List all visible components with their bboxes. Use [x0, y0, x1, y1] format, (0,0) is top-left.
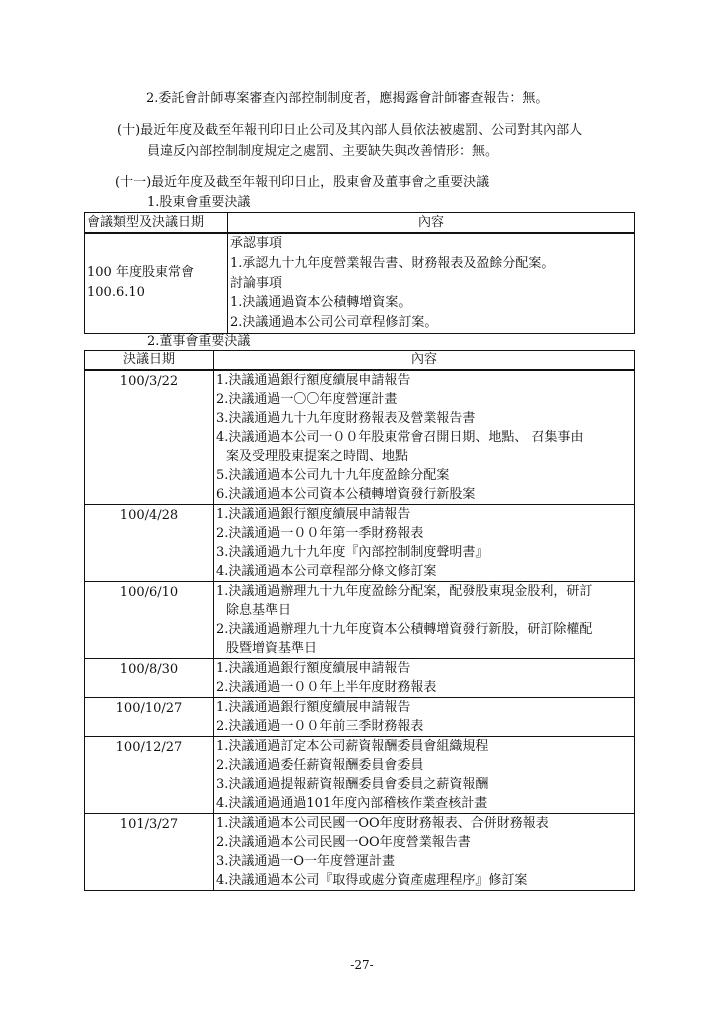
shareholders-meeting-heading: 1.股東會重要決議: [147, 195, 251, 210]
resolution-item: [216, 775, 634, 794]
resolution-line: 2.決議通過本公司民國一OO年度營業報告書: [216, 835, 471, 850]
resolution-item: [216, 678, 634, 697]
resolution-line: 除息基準日: [226, 603, 292, 618]
table-row: [85, 659, 635, 698]
resolution-item: [216, 371, 634, 390]
resolution-content-cell: [214, 370, 635, 505]
resolution-item: [216, 428, 634, 466]
resolution-item: [216, 794, 634, 813]
table-row: [85, 582, 635, 659]
table-row: [85, 737, 635, 814]
resolution-line: 1.決議通過銀行額度續展申請報告: [216, 661, 411, 676]
meeting-date: 100.6.10: [87, 285, 145, 301]
resolution-date-cell: 100/4/28: [85, 505, 214, 582]
resolution-item: [216, 505, 634, 524]
resolution-line: 1.決議通過本公司民國一OO年度財務報表、合併財務報表: [216, 816, 549, 831]
resolution-content-cell: [214, 505, 635, 582]
resolution-line: 2.決議通過辦理九十九年度資本公積轉增資發行新股，研訂除權配: [216, 622, 593, 637]
resolution-line: 股暨增資基準日: [226, 641, 318, 656]
resolution-line: 2.決議通過一００年上半年度財務報表: [216, 680, 437, 695]
table-row: [85, 814, 635, 891]
resolution-date-cell: 101/3/27: [85, 814, 214, 891]
shareholders-resolutions-table: [84, 212, 635, 334]
resolution-item: [216, 814, 634, 833]
resolution-content-cell: [214, 698, 635, 737]
resolution-item: [216, 466, 634, 485]
table-row: [85, 370, 635, 505]
resolution-item: [216, 390, 634, 409]
resolution-line: 2.決議通過一００年前三季財務報表: [216, 719, 424, 734]
resolution-item: [216, 871, 634, 890]
resolution-line: 討論事項: [230, 275, 283, 291]
resolution-line: 2.決議通過一００年第一季財務報表: [216, 526, 424, 541]
resolution-date-cell: 100/3/22: [85, 370, 214, 505]
meeting-date-cell: [85, 233, 228, 333]
resolution-content-cell: [228, 233, 635, 333]
resolution-line: 3.決議通過九十九年度財務報表及營業報告書: [216, 411, 476, 426]
resolution-content-cell: [214, 659, 635, 698]
resolution-item: [216, 756, 634, 775]
resolution-line: 3.決議通過一O一年度營運計畫: [216, 854, 396, 869]
resolution-line: 4.決議通過本公司章程部分條文修訂案: [216, 564, 437, 579]
table-header-row: [85, 351, 635, 371]
column-header-meeting-date: 會議類型及決議日期: [85, 213, 228, 234]
item-2-statement: 2.委託會計師專案審查內部控制制度者，應揭露會計師審查報告：無。: [146, 91, 549, 106]
resolution-item: [216, 717, 634, 736]
resolution-line: 2.決議通過一〇〇年度營運計畫: [216, 392, 398, 407]
resolution-content-cell: [214, 737, 635, 814]
resolution-content-cell: [214, 582, 635, 659]
resolution-line: 1.承認九十九年度營業報告書、財務報表及盈餘分配案。: [230, 255, 555, 271]
table-row: [85, 698, 635, 737]
board-meeting-heading: 2.董事會重要決議: [147, 334, 251, 349]
resolution-item: [216, 833, 634, 852]
item-10-line-1: (十)最近年度及截至年報刊印日止公司及其內部人員依法被處罰、公司對其內部人: [117, 123, 583, 138]
page-number: -27-: [350, 958, 374, 972]
resolution-item: [216, 852, 634, 871]
resolution-line: 6.決議通過本公司資本公積轉增資發行新股案: [216, 487, 476, 502]
resolution-item: [216, 543, 634, 562]
resolution-line: 5.決議通過本公司九十九年度盈餘分配案: [216, 468, 450, 483]
resolution-line: 案及受理股東提案之時間、地點: [226, 449, 409, 464]
resolution-item: [216, 524, 634, 543]
resolution-line: 2.決議通過委任薪資報酬委員會委員: [216, 758, 424, 773]
column-header-resolution-date: 決議日期: [85, 351, 214, 371]
resolution-content-cell: [214, 814, 635, 891]
resolution-line: 2.決議通過本公司公司章程修訂案。: [230, 315, 438, 331]
resolution-line: 3.決議通過提報薪資報酬委員會委員之薪資報酬: [216, 777, 489, 792]
meeting-type: 100 年度股東常會: [87, 265, 194, 281]
resolution-line: 3.決議通過九十九年度『內部控制制度聲明書』: [216, 545, 489, 560]
resolution-item: [216, 659, 634, 678]
resolution-line: 4.決議通過通過101年度內部稽核作業查核計畫: [216, 796, 488, 811]
resolution-line: 4.決議通過本公司『取得或處分資產處理程序』修訂案: [216, 873, 528, 888]
item-11-heading: (十一)最近年度及截至年報刊印日止，股東會及董事會之重要決議: [115, 175, 490, 190]
resolution-line: 1.決議通過訂定本公司薪資報酬委員會組織規程: [216, 739, 489, 754]
column-header-content: 內容: [214, 351, 635, 371]
resolution-line: 4.決議通過本公司一００年股東常會召開日期、地點、 召集事由: [216, 430, 584, 445]
resolution-item: [216, 562, 634, 581]
column-header-content: 內容: [228, 213, 635, 234]
resolution-line: 1.決議通過銀行額度續展申請報告: [216, 373, 411, 388]
table-header-row: [85, 213, 635, 234]
resolution-date-cell: 100/12/27: [85, 737, 214, 814]
table-row: [85, 233, 635, 333]
resolution-item: [216, 620, 634, 658]
board-resolutions-table: [84, 350, 635, 891]
resolution-item: [216, 409, 634, 428]
resolution-line: 1.決議通過資本公積轉增資案。: [230, 295, 412, 311]
resolution-line: 1.決議通過銀行額度續展申請報告: [216, 700, 411, 715]
resolution-item: [216, 737, 634, 756]
resolution-item: [216, 485, 634, 504]
resolution-date-cell: 100/10/27: [85, 698, 214, 737]
resolution-line: 1.決議通過辦理九十九年度盈餘分配案，配發股東現金股利，研訂: [216, 584, 593, 599]
table-row: [85, 505, 635, 582]
resolution-item: [216, 698, 634, 717]
resolution-line: 承認事項: [230, 236, 283, 251]
resolution-date-cell: 100/8/30: [85, 659, 214, 698]
item-10-line-2: 員違反內部控制制度規定之處罰、主要缺失與改善情形：無。: [147, 144, 499, 159]
resolution-item: [216, 582, 634, 620]
resolution-date-cell: 100/6/10: [85, 582, 214, 659]
resolution-line: 1.決議通過銀行額度續展申請報告: [216, 507, 411, 522]
